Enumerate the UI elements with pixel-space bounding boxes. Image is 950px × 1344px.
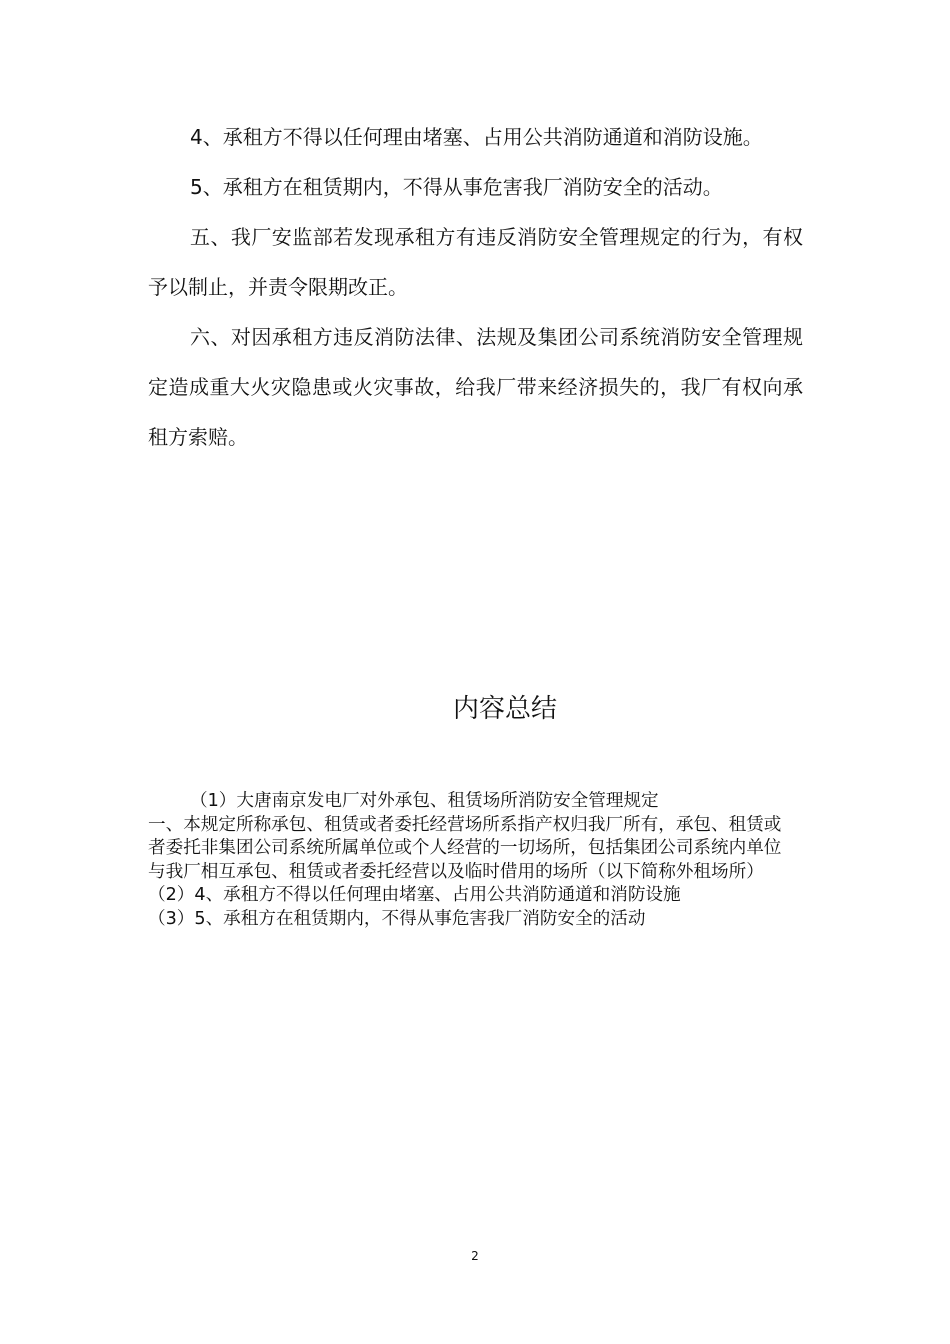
paragraph-item-4: 4、承租方不得以任何理由堵塞、占用公共消防通道和消防设施。 <box>190 125 763 149</box>
paragraph-section-six: 六、对因承租方违反消防法律、法规及集团公司系统消防安全管理规定造成重大火灾隐患或火灾事故，给我厂带来经济损失的，我厂有权向承租方索赔。 <box>148 325 803 449</box>
paragraph-section-five: 五、我厂安监部若发现承租方有违反消防安全管理规定的行为，有权予以制止，并责令限期改正。 <box>148 225 803 299</box>
summary-section <box>148 790 796 931</box>
summary-title: 内容总结 <box>452 694 557 724</box>
page-number: 2 <box>471 1249 479 1263</box>
body-section <box>148 112 803 462</box>
summary-item-3: （3）5、承租方在租赁期内，不得从事危害我厂消防安全的活动 <box>148 908 646 929</box>
paragraph-item-5: 5、承租方在租赁期内，不得从事危害我厂消防安全的活动。 <box>190 175 723 199</box>
summary-item-1-heading: （1）大唐南京发电厂对外承包、租赁场所消防安全管理规定 <box>190 791 659 811</box>
summary-item-2: （2）4、承租方不得以任何理由堵塞、占用公共消防通道和消防设施 <box>148 885 681 905</box>
summary-item-1-text: 一、本规定所称承包、租赁或者委托经营场所系指产权归我厂所有，承包、租赁或者委托非集团公司系统所属单位或个人经营的一切场所，包括集团公司系统内单位与我厂相互承包、租赁或者委托经营以及临时借用的场所（以下简称外租场所） <box>148 814 782 882</box>
